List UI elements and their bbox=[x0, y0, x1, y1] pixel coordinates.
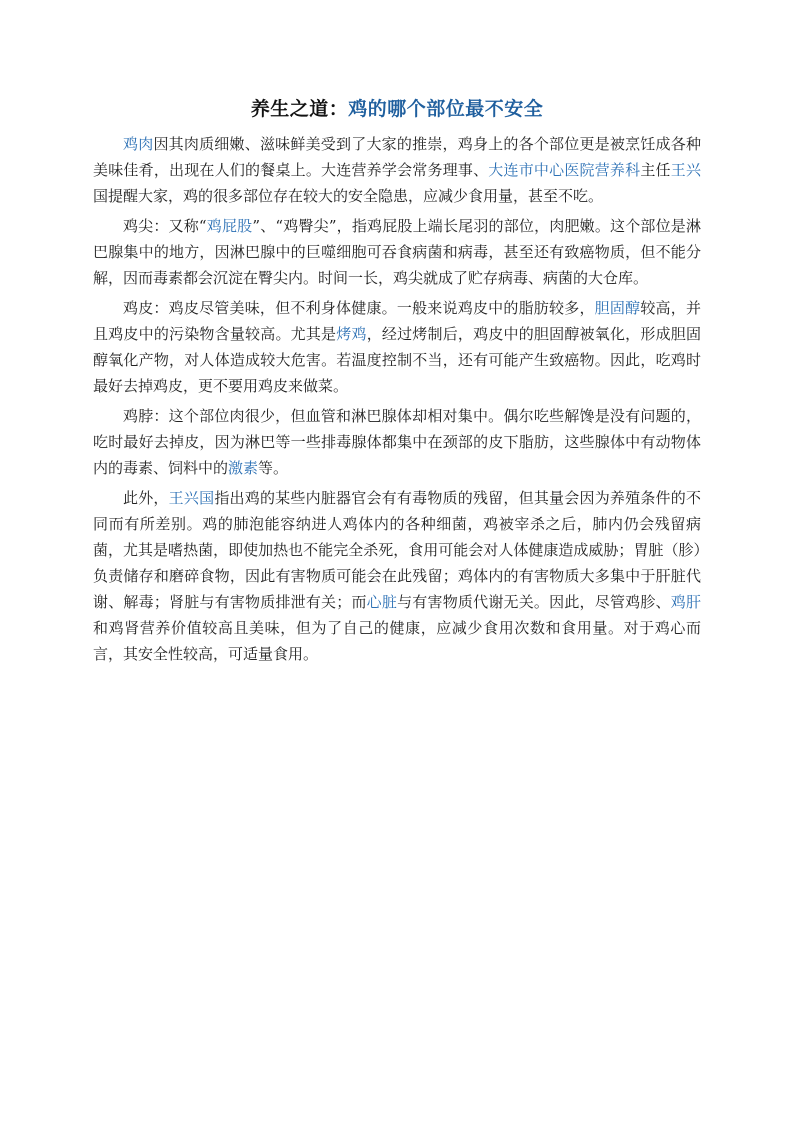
article-paragraph bbox=[93, 131, 701, 209]
article-paragraph bbox=[93, 295, 701, 399]
article-paragraph bbox=[93, 403, 701, 481]
inline-link[interactable]: 胆固醇 bbox=[594, 299, 641, 317]
article-paragraph bbox=[93, 213, 701, 291]
article-body bbox=[93, 131, 701, 667]
inline-link[interactable]: 鸡屁股 bbox=[206, 217, 253, 235]
inline-link[interactable]: 鸡肉 bbox=[123, 135, 154, 153]
paragraph-text: ，经过烤制后，鸡皮中的胆固醇被氧化，形成胆固醇氧化产物，对人体造成较大危害。若温度控制不当，还有可能产生致癌物。因此，吃鸡时最好去掉鸡皮，更不要用鸡皮来做菜。 bbox=[93, 325, 701, 395]
article-paragraph bbox=[93, 485, 701, 667]
paragraph-text: 与有害物质代谢无关。因此，尽管鸡胗、 bbox=[397, 593, 671, 611]
inline-link[interactable]: 大连市中心医院营养科 bbox=[488, 161, 641, 179]
paragraph-text: 和鸡肾营养价值较高且美味，但为了自己的健康，应减少食用次数和食用量。对于鸡心而言，其安全性较高，可适量食用。 bbox=[93, 619, 701, 663]
title-prefix: 养生之道： bbox=[250, 98, 349, 120]
inline-link[interactable]: 王兴 bbox=[670, 161, 701, 179]
paragraph-text: 鸡皮：鸡皮尽管美味，但不利身体健康。一般来说鸡皮中的脂肪较多， bbox=[123, 299, 595, 317]
paragraph-text: ”、“鸡臀尖”，指鸡屁股上端长尾羽的部位，肉肥嫩。这个部位是淋巴腺集中的地方，因淋巴腺中的巨噬细胞可吞食病菌和病毒，甚至还有致癌物质，但不能分解，因而毒素都会沉淀在臀尖内。时间一长，鸡尖就成了贮存病毒、病菌的大仓库。 bbox=[93, 217, 701, 287]
paragraph-text: 因其肉质细嫩、滋味鲜美受到了大家的推崇，鸡身上的各个部位更是被烹饪成各种美味佳肴，出现在人们的餐桌上。大连营养学会常务理事、 bbox=[93, 135, 701, 179]
paragraph-text: 较高，并且鸡皮中的污染物含量较高。尤其是 bbox=[93, 299, 701, 343]
inline-link[interactable]: 激素 bbox=[228, 459, 259, 477]
inline-link[interactable]: 王兴国 bbox=[168, 489, 215, 507]
paragraph-text: 国提醒大家，鸡的很多部位存在较大的安全隐患，应减少食用量，甚至不吃。 bbox=[93, 187, 604, 205]
document-page bbox=[93, 95, 701, 671]
paragraph-text: 等。 bbox=[258, 459, 289, 477]
inline-link[interactable]: 鸡肝 bbox=[670, 593, 701, 611]
title-main: 鸡的哪个部位最不安全 bbox=[348, 98, 544, 120]
paragraph-text: 主任 bbox=[640, 161, 671, 179]
paragraph-text: 指出鸡的某些内脏器官会有有毒物质的残留，但其量会因为养殖条件的不同而有所差别。鸡的肺泡能容纳进人鸡体内的各种细菌，鸡被宰杀之后，肺内仍会残留病菌，尤其是嗜热菌，即使加热也不能完全杀死，食用可能会对人体健康造成威胁；胃脏（胗）负责储存和磨碎食物，因此有害物质可能会在此残留；鸡体内的有害物质大多集中于肝脏代谢、解毒；肾脏与有害物质排泄有关；而 bbox=[93, 489, 701, 611]
paragraph-text: 鸡尖：又称“ bbox=[123, 217, 207, 235]
page-title bbox=[93, 95, 701, 123]
inline-link[interactable]: 心脏 bbox=[366, 593, 398, 611]
paragraph-text: 此外， bbox=[123, 489, 169, 507]
inline-link[interactable]: 烤鸡 bbox=[336, 325, 367, 343]
paragraph-text: 鸡脖：这个部位肉很少，但血管和淋巴腺体却相对集中。偶尔吃些解馋是没有问题的，吃时最好去掉皮，因为淋巴等一些排毒腺体都集中在颈部的皮下脂肪，这些腺体中有动物体内的毒素、饲料中的 bbox=[93, 407, 701, 477]
